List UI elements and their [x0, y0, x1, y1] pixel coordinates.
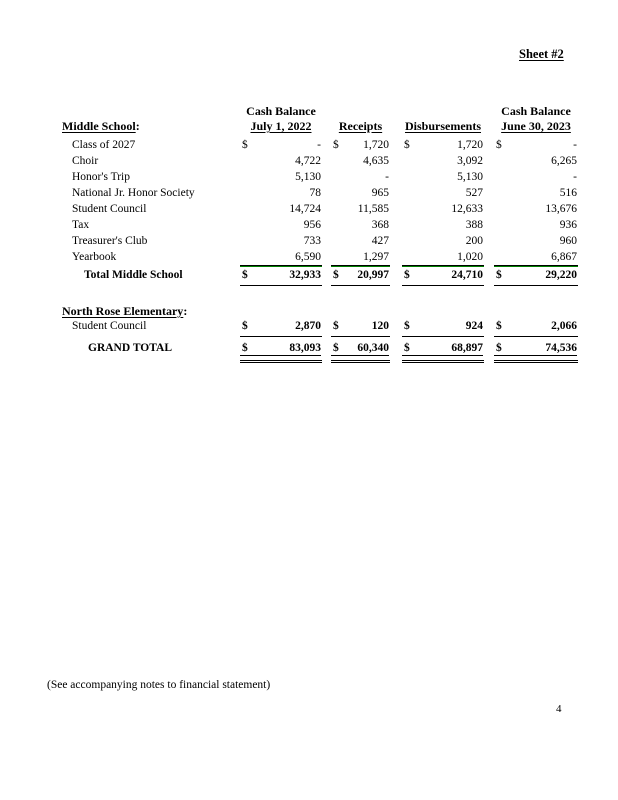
col3-header: Disbursements — [404, 119, 481, 133]
section-gap — [62, 286, 578, 303]
amount-value: 5,130 — [295, 171, 321, 183]
row-label: Class of 2027 — [72, 139, 136, 151]
table-row-north-rose — [62, 319, 578, 337]
section-heading-middle-school — [62, 119, 240, 137]
amount-cell — [331, 319, 390, 337]
dollar-sign: $ — [404, 269, 410, 281]
amount-cell — [240, 249, 322, 266]
amount-value: 6,590 — [295, 251, 321, 263]
amount-value: - — [573, 171, 577, 183]
amount-cell — [494, 319, 578, 337]
amount-cell — [240, 185, 322, 201]
row-label: Choir — [72, 155, 99, 167]
table-row — [62, 217, 578, 233]
table-row — [62, 249, 578, 265]
amount-value: 368 — [371, 219, 389, 231]
dollar-sign: $ — [496, 139, 502, 151]
amount-value: 60,340 — [357, 342, 389, 354]
amount-cell — [494, 169, 578, 185]
amount-value: 78 — [309, 187, 321, 199]
amount-value: 29,220 — [545, 269, 577, 281]
amount-value: - — [385, 171, 389, 183]
total-label: Total Middle School — [84, 269, 183, 281]
footnote: (See accompanying notes to financial statement) — [47, 679, 271, 691]
amount-value: 960 — [559, 235, 577, 247]
amount-cell — [402, 153, 484, 169]
amount-cell — [240, 267, 322, 286]
amount-cell — [402, 319, 484, 337]
table-row — [62, 185, 578, 201]
amount-value: 6,265 — [551, 155, 577, 167]
amount-cell — [494, 233, 578, 249]
row-label: National Jr. Honor Society — [72, 187, 195, 199]
row-label: Honor's Trip — [72, 171, 130, 183]
dollar-sign: $ — [404, 342, 410, 354]
amount-value: 20,997 — [357, 269, 389, 281]
amount-value: 5,130 — [457, 171, 483, 183]
amount-cell — [240, 217, 322, 233]
amount-value: 1,720 — [363, 139, 389, 151]
row-label: Tax — [72, 219, 90, 231]
amount-cell — [402, 341, 484, 363]
amount-value: 32,933 — [289, 269, 321, 281]
section-heading-colon: : — [183, 304, 188, 318]
dollar-sign: $ — [242, 139, 248, 151]
amount-cell — [331, 267, 390, 286]
amount-value: 924 — [465, 320, 483, 332]
amount-value: 527 — [465, 187, 483, 199]
page-number: 4 — [556, 703, 562, 715]
amount-cell — [494, 137, 578, 153]
dollar-sign: $ — [333, 139, 339, 151]
amount-cell — [402, 169, 484, 185]
amount-cell — [331, 341, 390, 363]
col4-header-line2: June 30, 2023 — [501, 119, 571, 133]
amount-value: 427 — [371, 235, 389, 247]
col4-header-line1: Cash Balance — [501, 104, 571, 118]
amount-cell — [331, 185, 390, 201]
dollar-sign: $ — [333, 269, 339, 281]
amount-cell — [240, 319, 322, 337]
amount-value: 1,020 — [457, 251, 483, 263]
amount-cell — [331, 249, 390, 266]
amount-value: 388 — [465, 219, 483, 231]
header-spacer — [62, 104, 240, 119]
table-header-row-1 — [62, 104, 578, 119]
dollar-sign: $ — [496, 269, 502, 281]
amount-value: 2,870 — [295, 320, 321, 332]
amount-value: 936 — [559, 219, 577, 231]
amount-cell — [402, 185, 484, 201]
col1-header-line1: Cash Balance — [246, 104, 316, 118]
amount-value: 956 — [303, 219, 321, 231]
amount-value: 74,536 — [545, 342, 577, 354]
amount-value: 13,676 — [545, 203, 577, 215]
section-heading-row — [62, 303, 578, 319]
dollar-sign: $ — [496, 320, 502, 332]
dollar-sign: $ — [242, 320, 248, 332]
amount-cell — [494, 153, 578, 169]
amount-value: 11,585 — [357, 203, 389, 215]
row-label: Treasurer's Club — [72, 235, 148, 247]
amount-cell — [494, 217, 578, 233]
amount-cell — [402, 249, 484, 266]
section-heading-colon: : — [135, 119, 140, 133]
amount-value: 3,092 — [457, 155, 483, 167]
table-row — [62, 153, 578, 169]
amount-value: 14,724 — [289, 203, 321, 215]
amount-value: 733 — [303, 235, 321, 247]
amount-value: - — [317, 139, 321, 151]
col2-header: Receipts — [338, 119, 383, 133]
row-label: Student Council — [72, 203, 147, 215]
amount-cell — [240, 169, 322, 185]
amount-value: 4,722 — [295, 155, 321, 167]
amount-cell — [494, 341, 578, 363]
amount-cell — [331, 137, 390, 153]
dollar-sign: $ — [404, 320, 410, 332]
table-row — [62, 201, 578, 217]
amount-cell — [240, 233, 322, 249]
amount-value: 2,066 — [551, 320, 577, 332]
dollar-sign: $ — [242, 342, 248, 354]
amount-cell — [402, 137, 484, 153]
grand-total-label: GRAND TOTAL — [88, 342, 173, 354]
amount-value: 83,093 — [289, 342, 321, 354]
amount-value: 4,635 — [363, 155, 389, 167]
table-row — [62, 137, 578, 153]
amount-value: 68,897 — [451, 342, 483, 354]
amount-cell — [331, 169, 390, 185]
amount-cell — [494, 201, 578, 217]
dollar-sign: $ — [333, 342, 339, 354]
amount-cell — [494, 249, 578, 266]
section-heading-text: Middle School — [62, 119, 136, 133]
amount-value: 965 — [371, 187, 389, 199]
amount-cell — [402, 217, 484, 233]
table-row — [62, 169, 578, 185]
amount-cell — [402, 267, 484, 286]
amount-value: 6,867 — [551, 251, 577, 263]
dollar-sign: $ — [496, 342, 502, 354]
dollar-sign: $ — [404, 139, 410, 151]
amount-value: 200 — [465, 235, 483, 247]
amount-cell — [331, 233, 390, 249]
dollar-sign: $ — [333, 320, 339, 332]
row-label: Student Council — [72, 320, 147, 332]
amount-value: 12,633 — [451, 203, 483, 215]
amount-cell — [402, 201, 484, 217]
amount-cell — [494, 267, 578, 286]
amount-cell — [331, 201, 390, 217]
row-label: Yearbook — [72, 251, 117, 263]
amount-cell — [240, 341, 322, 363]
amount-value: 1,720 — [457, 139, 483, 151]
section-heading-north-rose — [62, 303, 240, 319]
amount-cell — [240, 153, 322, 169]
amount-cell — [240, 201, 322, 217]
amount-value: 120 — [371, 320, 389, 332]
amount-cell — [240, 137, 322, 153]
total-row-middle-school — [62, 267, 578, 286]
amount-value: 1,297 — [363, 251, 389, 263]
table-row — [62, 233, 578, 249]
amount-cell — [494, 185, 578, 201]
amount-value: - — [573, 139, 577, 151]
dollar-sign: $ — [242, 269, 248, 281]
amount-cell — [402, 233, 484, 249]
amount-cell — [331, 153, 390, 169]
sheet-number-label: Sheet #2 — [519, 47, 564, 61]
amount-value: 24,710 — [451, 269, 483, 281]
amount-value: 516 — [559, 187, 577, 199]
grand-total-row — [62, 341, 578, 363]
financial-table — [62, 104, 578, 363]
amount-cell — [331, 217, 390, 233]
table-header-row-2 — [62, 119, 578, 137]
section-heading-text: North Rose Elementary — [62, 304, 184, 318]
col1-header-line2: July 1, 2022 — [250, 119, 312, 133]
